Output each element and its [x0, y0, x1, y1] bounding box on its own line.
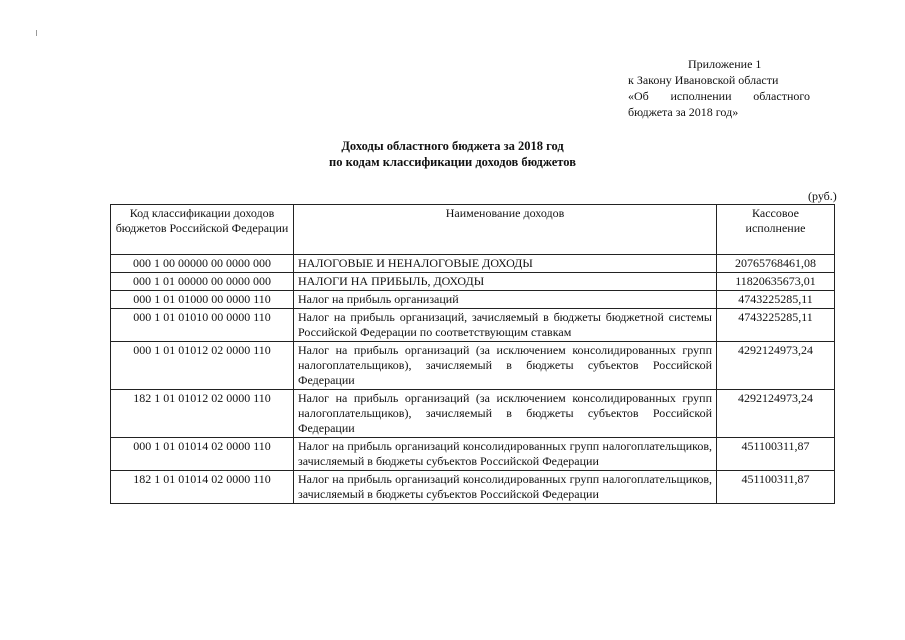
row-name: Налог на прибыль организаций консолидированных групп налогоплательщиков, зачисляемый в бюджеты субъектов Российской Федерации — [294, 471, 717, 504]
appendix-header — [628, 56, 828, 120]
row-name: Налог на прибыль организаций (за исключением консолидированных групп налогоплательщиков), зачисляемый в бюджеты субъектов Российской Федерации — [294, 390, 717, 438]
table-header-row — [111, 205, 835, 255]
row-amount: 20765768461,08 — [717, 255, 835, 273]
title-line-1: Доходы областного бюджета за 2018 год — [341, 139, 564, 153]
header-name: Наименование доходов — [294, 205, 717, 255]
row-code: 182 1 01 01012 02 0000 110 — [111, 390, 294, 438]
row-name: Налог на прибыль организаций консолидированных групп налогоплательщиков, зачисляемый в бюджеты субъектов Российской Федерации — [294, 438, 717, 471]
header-amount: Кассовое исполнение — [717, 205, 835, 255]
table-row — [111, 438, 835, 471]
row-amount: 4292124973,24 — [717, 342, 835, 390]
appendix-line-1: Приложение 1 — [688, 57, 762, 71]
row-code: 182 1 01 01014 02 0000 110 — [111, 471, 294, 504]
appendix-line-3: «Об исполнении областного — [628, 89, 810, 103]
row-name: Налог на прибыль организаций (за исключением консолидированных групп налогоплательщиков), зачисляемый в бюджеты субъектов Российской Федерации — [294, 342, 717, 390]
row-name: Налог на прибыль организаций, зачисляемый в бюджеты бюджетной системы Российской Федерации по соответствующим ставкам — [294, 309, 717, 342]
row-code: 000 1 01 01014 02 0000 110 — [111, 438, 294, 471]
row-amount: 4743225285,11 — [717, 291, 835, 309]
row-name: НАЛОГОВЫЕ И НЕНАЛОГОВЫЕ ДОХОДЫ — [294, 255, 717, 273]
revenue-table — [110, 204, 835, 504]
appendix-line-4: бюджета за 2018 год» — [628, 105, 739, 119]
appendix-line-2: к Закону Ивановской области — [628, 73, 779, 87]
row-amount: 4292124973,24 — [717, 390, 835, 438]
row-code: 000 1 01 00000 00 0000 000 — [111, 273, 294, 291]
row-amount: 4743225285,11 — [717, 309, 835, 342]
table-row — [111, 390, 835, 438]
row-name: Налог на прибыль организаций — [294, 291, 717, 309]
table-row — [111, 291, 835, 309]
title-line-2: по кодам классификации доходов бюджетов — [329, 155, 576, 169]
currency-unit: (руб.) — [808, 189, 837, 203]
row-amount: 451100311,87 — [717, 471, 835, 504]
row-code: 000 1 01 01010 00 0000 110 — [111, 309, 294, 342]
table-row — [111, 273, 835, 291]
table-row — [111, 255, 835, 273]
row-amount: 11820635673,01 — [717, 273, 835, 291]
document-title — [0, 138, 905, 170]
row-amount: 451100311,87 — [717, 438, 835, 471]
table-row — [111, 309, 835, 342]
row-code: 000 1 01 01012 02 0000 110 — [111, 342, 294, 390]
scan-mark — [36, 30, 37, 36]
row-code: 000 1 01 01000 00 0000 110 — [111, 291, 294, 309]
row-code: 000 1 00 00000 00 0000 000 — [111, 255, 294, 273]
header-code: Код классификации доходов бюджетов Российской Федерации — [111, 205, 294, 255]
table-row — [111, 471, 835, 504]
row-name: НАЛОГИ НА ПРИБЫЛЬ, ДОХОДЫ — [294, 273, 717, 291]
table-row — [111, 342, 835, 390]
